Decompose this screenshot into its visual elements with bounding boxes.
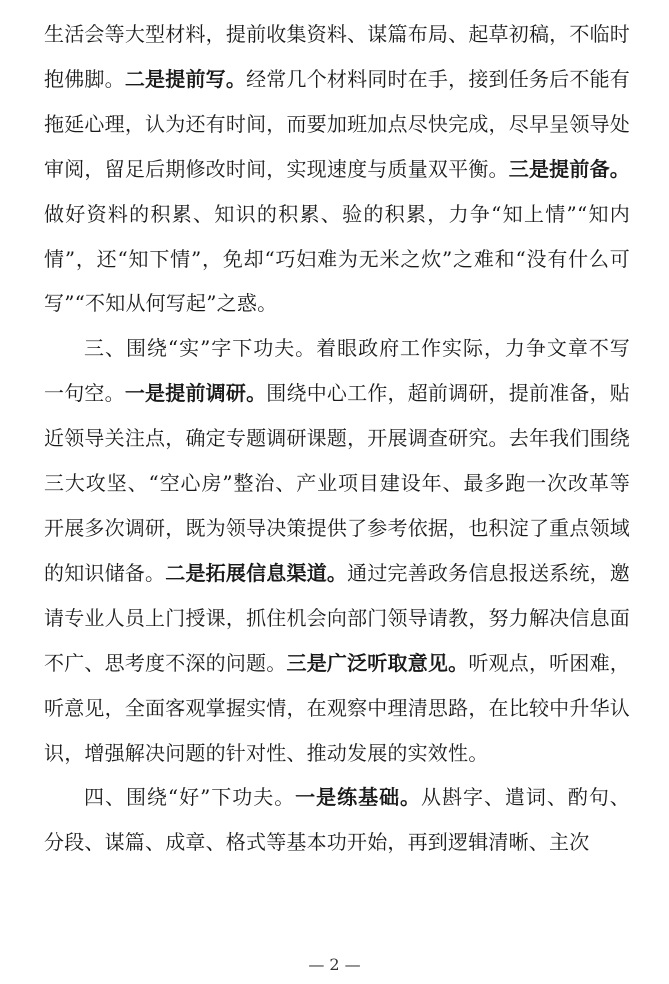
bold-heading-run: 二是提前写。 xyxy=(124,66,247,91)
text-run: 生活会等大型材料，提前收集资料、谋篇布局、起草初稿，不临时抱佛脚。 xyxy=(44,22,630,91)
bold-heading-run: 三是广泛听取意见。 xyxy=(286,650,469,675)
bold-heading-run: 一是提前调研。 xyxy=(124,381,267,406)
paragraph-section-four xyxy=(44,775,630,865)
page-number: — 2 — xyxy=(308,955,361,974)
document-body xyxy=(44,12,630,865)
text-run: 听观点，听困难，听意见，全面客观掌握实情，在观察中理清思路，在比较中升华认识，增强解决问题的针对性、推动发展的实效性。 xyxy=(44,650,630,765)
text-run: 四、围绕“好”下功夫。 xyxy=(84,785,296,810)
text-run: 通过完善政务信息报送系统，邀请专业人员上门授课，抓住机会向部门领导请教，努力解决信息面不广、思考度不深的问题。 xyxy=(44,560,630,675)
text-run: 从斟字、遣词、酌句、分段、谋篇、成章、格式等基本功开始，再到逻辑清晰、主次 xyxy=(44,785,631,855)
bold-heading-run: 一是练基础。 xyxy=(295,785,422,810)
bold-heading-run: 二是拓展信息渠道。 xyxy=(165,560,348,585)
paragraph-continuation xyxy=(44,12,630,326)
text-run: 三、围绕“实”字下功夫。着眼政府工作实际，力争文章不写一句空。 xyxy=(44,336,630,406)
text-run: 经常几个材料同时在手，接到任务后不能有拖延心理，认为还有时间，而要加班加点尽快完成，尽早呈领导处审阅，留足后期修改时间，实现速度与质量双平衡。 xyxy=(44,66,630,181)
bold-heading-run: 三是提前备。 xyxy=(508,156,630,181)
paragraph-section-three xyxy=(44,326,630,775)
text-run: 做好资料的积累、知识的积累、验的积累，力争“知上情”“知内情”，还“知下情”，免却“巧妇难为无米之炊”之难和“没有什么可写”“不知从何写起”之惑。 xyxy=(44,201,630,316)
text-run: 围绕中心工作，超前调研，提前准备，贴近领导关注点，确定专题调研课题，开展调查研究。去年我们围绕三大攻坚、“空心房”整治、产业项目建设年、最多跑一次改革等开展多次调研，既为领导决策提供了参考依据，也积淀了重点领域的知识储备。 xyxy=(44,381,630,585)
